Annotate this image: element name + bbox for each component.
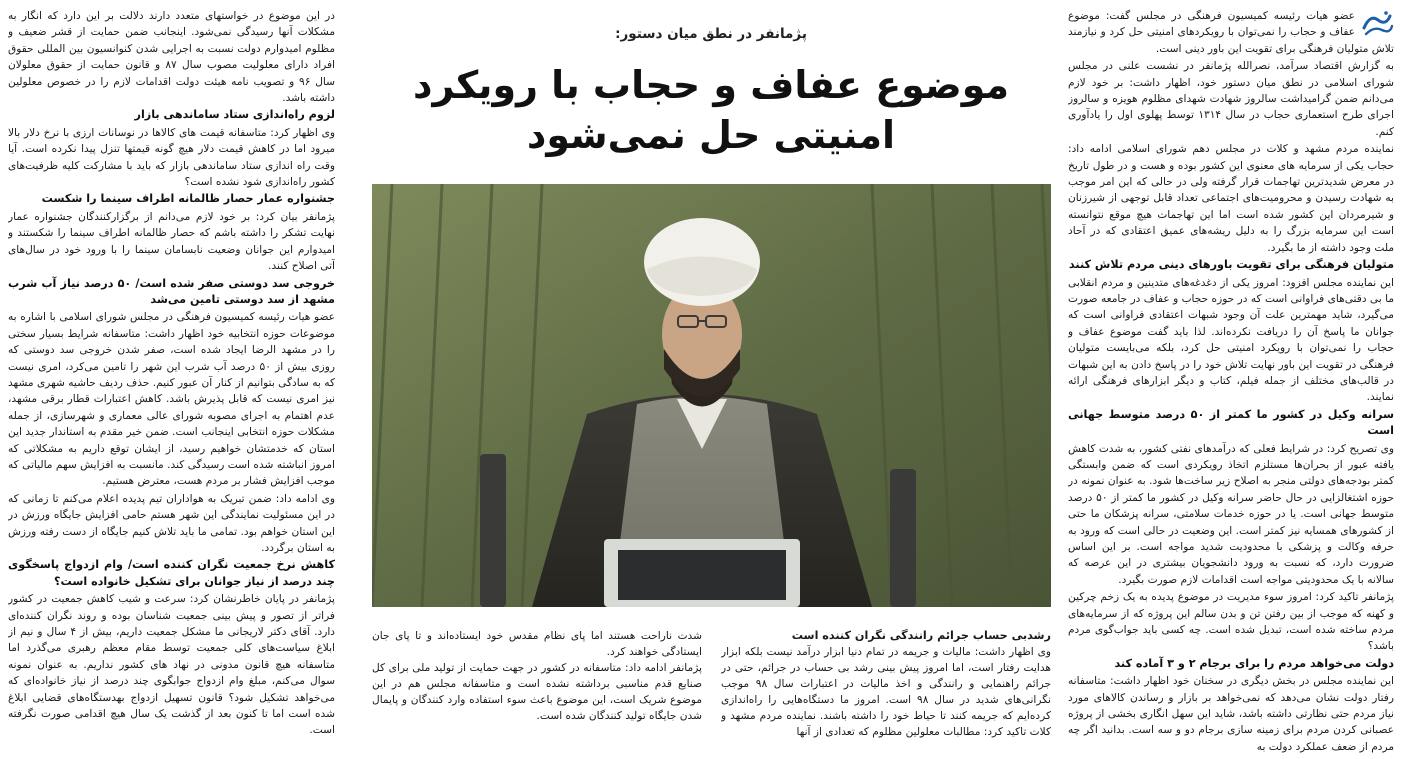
paragraph: در این موضوع در خواستهای متعدد دارند دلالت بر این دارد که انگار به مشکلات آنها رسیدگی نمی‌شود. اینجانب ضمن حمایت از قشر ضعیف و مظلوم امیدوارم دولت نسبت به اجرایی شدن کنوانسیون بین المللی حقوق افراد دارای معلولیت مصوب سال ۸۷ و قانون حمایت از حقوق معلولان سال ۹۶ و تصویب نامه هیئت دولت اقدامات لازم را در خصوص معلولین داشته باشد. bbox=[8, 10, 335, 105]
paragraph: وی اظهار داشت: مالیات و جریمه در تمام دنیا ابزار درآمد نیست بلکه ابزار هدایت رفتار است، اما امروز پیش بینی رشد بی حساب در جرائم، حتی در جرائم راهنمایی و رانندگی و اخذ مالیات در اعتبارات سال ۹۸ موجب نگرانی‌های شدید در سال ۹۸ است. امروز ما دستگاه‌هایی را راه‌اندازی کرده‌ایم که جریمه کنند تا حیاط خود را داشته باشند. نماینده مردم مشهد و کلات تاکید کرد: مطالبات معلولین مظلوم که تعدادی از آنها bbox=[721, 646, 1051, 738]
article-headline: موضوع عفاف و حجاب با رویکرد امنیتی حل نمی‌شود bbox=[412, 63, 1010, 157]
paragraph: نماینده مردم مشهد و کلات در مجلس دهم شورای اسلامی ادامه داد: حجاب یکی از سرمایه های معنوی این کشور بوده و هست و در طول تاریخ در معرض شدیدترین تهاجمات قرار گرفته ولی در حالی که این امر موجب به شهادت رسیدن و محرومیت‌های اجتماعی تعداد قابل توجهی از شیرزنان و شیرمردان این کشور شده است اما این تهاجمات هیچ موقع نتوانسته است این سرمایه بزرگ را به دلیل ریشه‌های عمیق اعتقادی که در آحاد ملت وجود داشته از ما بگیرد. bbox=[1068, 143, 1394, 254]
paragraph: شدت ناراحت هستند اما پای نظام مقدس خود ایستاده‌اند و تا پای جان ایستادگی خواهند کرد. bbox=[372, 630, 702, 658]
section-heading: لزوم راه‌اندازی ستاد ساماندهی بازار bbox=[134, 108, 335, 122]
section-heading: خروجی سد دوستی صفر شده است/ ۵۰ درصد نیاز آب شرب مشهد از سد دوستی تامین می‌شد bbox=[8, 276, 335, 306]
paragraph: پژمانفر تاکید کرد: امروز سوء مدیریت در موضوع پدیده به یک زخم چرکین و کهنه که موجب از بین رفتن تن و بدن سالم این پروژه که از سرمایه‌های مردم ساخته شده است، تبدیل شده است. چه کسی باید جواب‌گوی مردم باشد؟ bbox=[1068, 591, 1394, 653]
paragraph: پژمانفر در پایان خاطرنشان کرد: سرعت و شیب کاهش جمعیت در کشور فراتر از تصور و پیش بینی جمعیت شناسان بوده و روند نگران کننده‌ای دارد. آقای دکتر لاریجانی ما مشکل جمعیت داریم، بیش از ۴ سال و نیم از ابلاغ سیاست‌های کلی جمعیت توسط مقام معظم رهبری می‌گذرد اما متاسفانه هیچ قانون مدونی در نهاد های کشور نداریم. به عنوان نمونه سوال می‌کنم، مبلغ وام ازدواج جوابگوی چند درصد از نیاز خانواده‌ای که می‌خواهد تشکیل شود؟ قانون تسهیل ازدواج بهدستگاه‌های قضایی ابلاغ شده است اما تا کنون بعد از گذشت یک سال هیچ اقدامی صورت نگرفته است. bbox=[8, 593, 335, 737]
paragraph: این نماینده مجلس افزود: امروز یکی از دغدغه‌های متدینین و مردم انقلابی ما بی دقتی‌های فراوانی است که در حوزه حجاب و عفاف در جامعه صورت می‌گیرد، شاید مهمترین علت آن وجود شبهات اعتقادی فراوانی است که جوانان ما پاسخ آن را دریافت نکرده‌اند. لذا باید گفت موضوع عفاف و حجاب را نمی‌توان با رویکرد امنیتی حل کرد، بلکه می‌بایست متولیان فرهنگی در تقویت این باور نهایت تلاش خود را در پاسخ دادن به این شبهات در قالب‌های مختلف از جمله فیلم، کتاب و دیگر ابزارهای فرهنگی ارائه نمایند. bbox=[1068, 276, 1394, 404]
speaker-portrait-icon bbox=[372, 184, 1051, 607]
section-heading: متولیان فرهنگی برای تقویت باورهای دینی مردم تلاش کنند bbox=[1068, 258, 1394, 272]
masthead-logo bbox=[1360, 8, 1394, 40]
bottom-left-text-column bbox=[372, 628, 702, 756]
bottom-right-text-column bbox=[721, 628, 1051, 756]
section-heading: کاهش نرخ جمعیت نگران کننده است/ وام ازدواج پاسخگوی چند درصد از نیاز جوانان برای تشکیل خانواده است؟ bbox=[8, 558, 335, 588]
paragraph: پژمانفر بیان کرد: بر خود لازم می‌دانم از برگزارکنندگان جشنواره عمار نهایت تشکر را داشته باشم که حصار ظالمانه اطراف سینما را شکستند و امیدوارم این جوانان وضعیت نابسامان سینما را با ورود خود در سال‌های آتی اصلاح کنند. bbox=[8, 210, 335, 273]
right-column-flow bbox=[1068, 8, 1394, 753]
section-heading: دولت می‌خواهد مردم را برای برجام ۲ و ۳ آماده کند bbox=[1114, 656, 1394, 670]
right-text-column bbox=[1068, 8, 1394, 753]
paragraph: وی اظهار کرد: متاسفانه قیمت های کالاها در نوسانات ارزی با نرخ دلار بالا میرود اما در کاهش قیمت دلار هیچ گونه قیمتها تنزل پیدا نکرده است. آیا وقت راه اندازی ستاد ساماندهی بازار که باید با مشارکت کلیه ظرفیت‌های کشور راه‌اندازی شود نشده است؟ bbox=[8, 126, 335, 189]
paragraph: این نماینده مجلس در بخش دیگری در سخنان خود اظهار داشت: متاسفانه رفتار دولت نشان می‌دهد که نمی‌خواهد بر بازار و رساندن کالاهای مورد نیاز مردم حتی نظارتی داشته باشد، شاید این سهل انگاری بخشی از پروژه عصبانی کردن مردم برای زمینه سازی برجام دو و سه است. بدانید اگر چه مردم از ضعف عملکرد دولت به bbox=[1068, 675, 1394, 753]
paragraph: وی ادامه داد: ضمن تبریک به هواداران تیم پدیده اعلام می‌کنم تا زمانی که در این مسئولیت نمایندگی این شهر هستم حامی افزایش جایگاه ورزش در این استان خواهم بود. تمامی ما باید تلاش کنیم جایگاه از دست رفته ورزش به استان برگردد. bbox=[8, 492, 335, 554]
paragraph: عضو هیات رئیسه کمیسیون فرهنگی در مجلس شورای اسلامی با اشاره به موضوعات حوزه انتخابیه خود اظهار داشت: متاسفانه شرایط بسیار سختی را در مشهد الرضا ایجاد شده است، صفر شدن خروجی سد دوستی که روزی بیش از ۵۰ درصد آب شرب این شهر را تامین می‌کرد، امری نیست که به سادگی بتوانیم از کنار آن عبور کنیم. حذف ردیف حاشیه شهری مشهد نیز امری نیست که قابل پذیرش باشد. کاهش اعتبارات قطار برقی مشهد، عدم اهتمام به اجرای مصوبه شورای عالی معماری و شهرسازی، از جمله مشکلات حوزه انتخابی اینجانب است. ضمن خیر مقدم به استاندار جدید این استان که خدمتشان خواهیم رسید، از ایشان توقع داریم به مشکلاتی که امروز انباشته شده است رسیدگی کند. مانسبت به افزایش سهم مالیاتی که موجب افزایش فشار بر مردم هست، معترض هستیم. bbox=[8, 311, 335, 488]
article-kicker: پژمانفر در نطق میان دستور: bbox=[615, 26, 807, 42]
section-heading: سرانه وکیل در کشور ما کمتر از ۵۰ درصد متوسط جهانی است bbox=[1068, 407, 1394, 438]
paragraph: وی تصریح کرد: در شرایط فعلی که درآمدهای نفتی کشور، به شدت کاهش یافته عبور از بحران‌ها مستلزم اتخاذ رویکردی است که ضمن وابستگی کمتر بودجه‌های دولتی منجر به اصلاح زیر ساخت‌ها شود. به عنوان نمونه در حوزه اشتغالزایی در حال حاضر سرانه وکیل در کشور ما کمتر از ۵۰ درصد متوسط جهانی است. یا در حوزه خدمات سلامتی، سرانه پزشکان ما حتی از کشورهای همسایه نیز کمتر است. این وضعیت در حالی است که ورود به حرفه وکالت و پزشکی با محدودیت شدید مواجه است. بر این اساس ضرورت دارد، که نسبت به ورود دانشجویان بیشتری در این عرصه که سالانه با یک محدودیتی مواجه است اقدامات لازم صورت بگیرد. bbox=[1068, 442, 1394, 586]
paragraph: به گزارش اقتصاد سرآمد، نصرالله پژمانفر در نشست علنی در مجلس شورای اسلامی در نطق میان دستور خود، اظهار داشت: بر خود لازم می‌دانم ضمن گرامیداشت سالروز شهادت شهدای مظلوم هویزه و سالروز اجرای طرح استعماری حجاب در سال ۱۳۱۴ توسط پهلوی اول را یادآوری کنم. bbox=[1068, 60, 1394, 138]
section-heading: جشنواره عمار حصار ظالمانه اطراف سینما را شکست bbox=[41, 192, 335, 206]
article-photo bbox=[372, 184, 1051, 607]
paragraph: پژمانفر ادامه داد: متاسفانه در کشور در جهت حمایت از تولید ملی برای کل صنایع قدم مناسبی برداشته نشده است و متاسفانه مجلس هم در این موضوع شریک است، این موضوع باعث سوء استفاده وارد کنندگان و پایمال شدن جایگاه تولید کنندگان شده است. bbox=[372, 662, 702, 722]
bottom-columns bbox=[372, 628, 1051, 756]
left-text-column bbox=[8, 8, 335, 753]
section-heading: رشدبی حساب جرائم رانندگی نگران کننده است bbox=[791, 629, 1051, 642]
paragraph: عضو هیات رئیسه کمیسیون فرهنگی در مجلس گفت: موضوع عفاف و حجاب را نمی‌توان با رویکردهای امنیتی حل کرد و نیازمند تلاش متولیان فرهنگی برای تقویت این باور دینی است. bbox=[1068, 10, 1394, 55]
saramad-logo-icon bbox=[1360, 8, 1394, 40]
